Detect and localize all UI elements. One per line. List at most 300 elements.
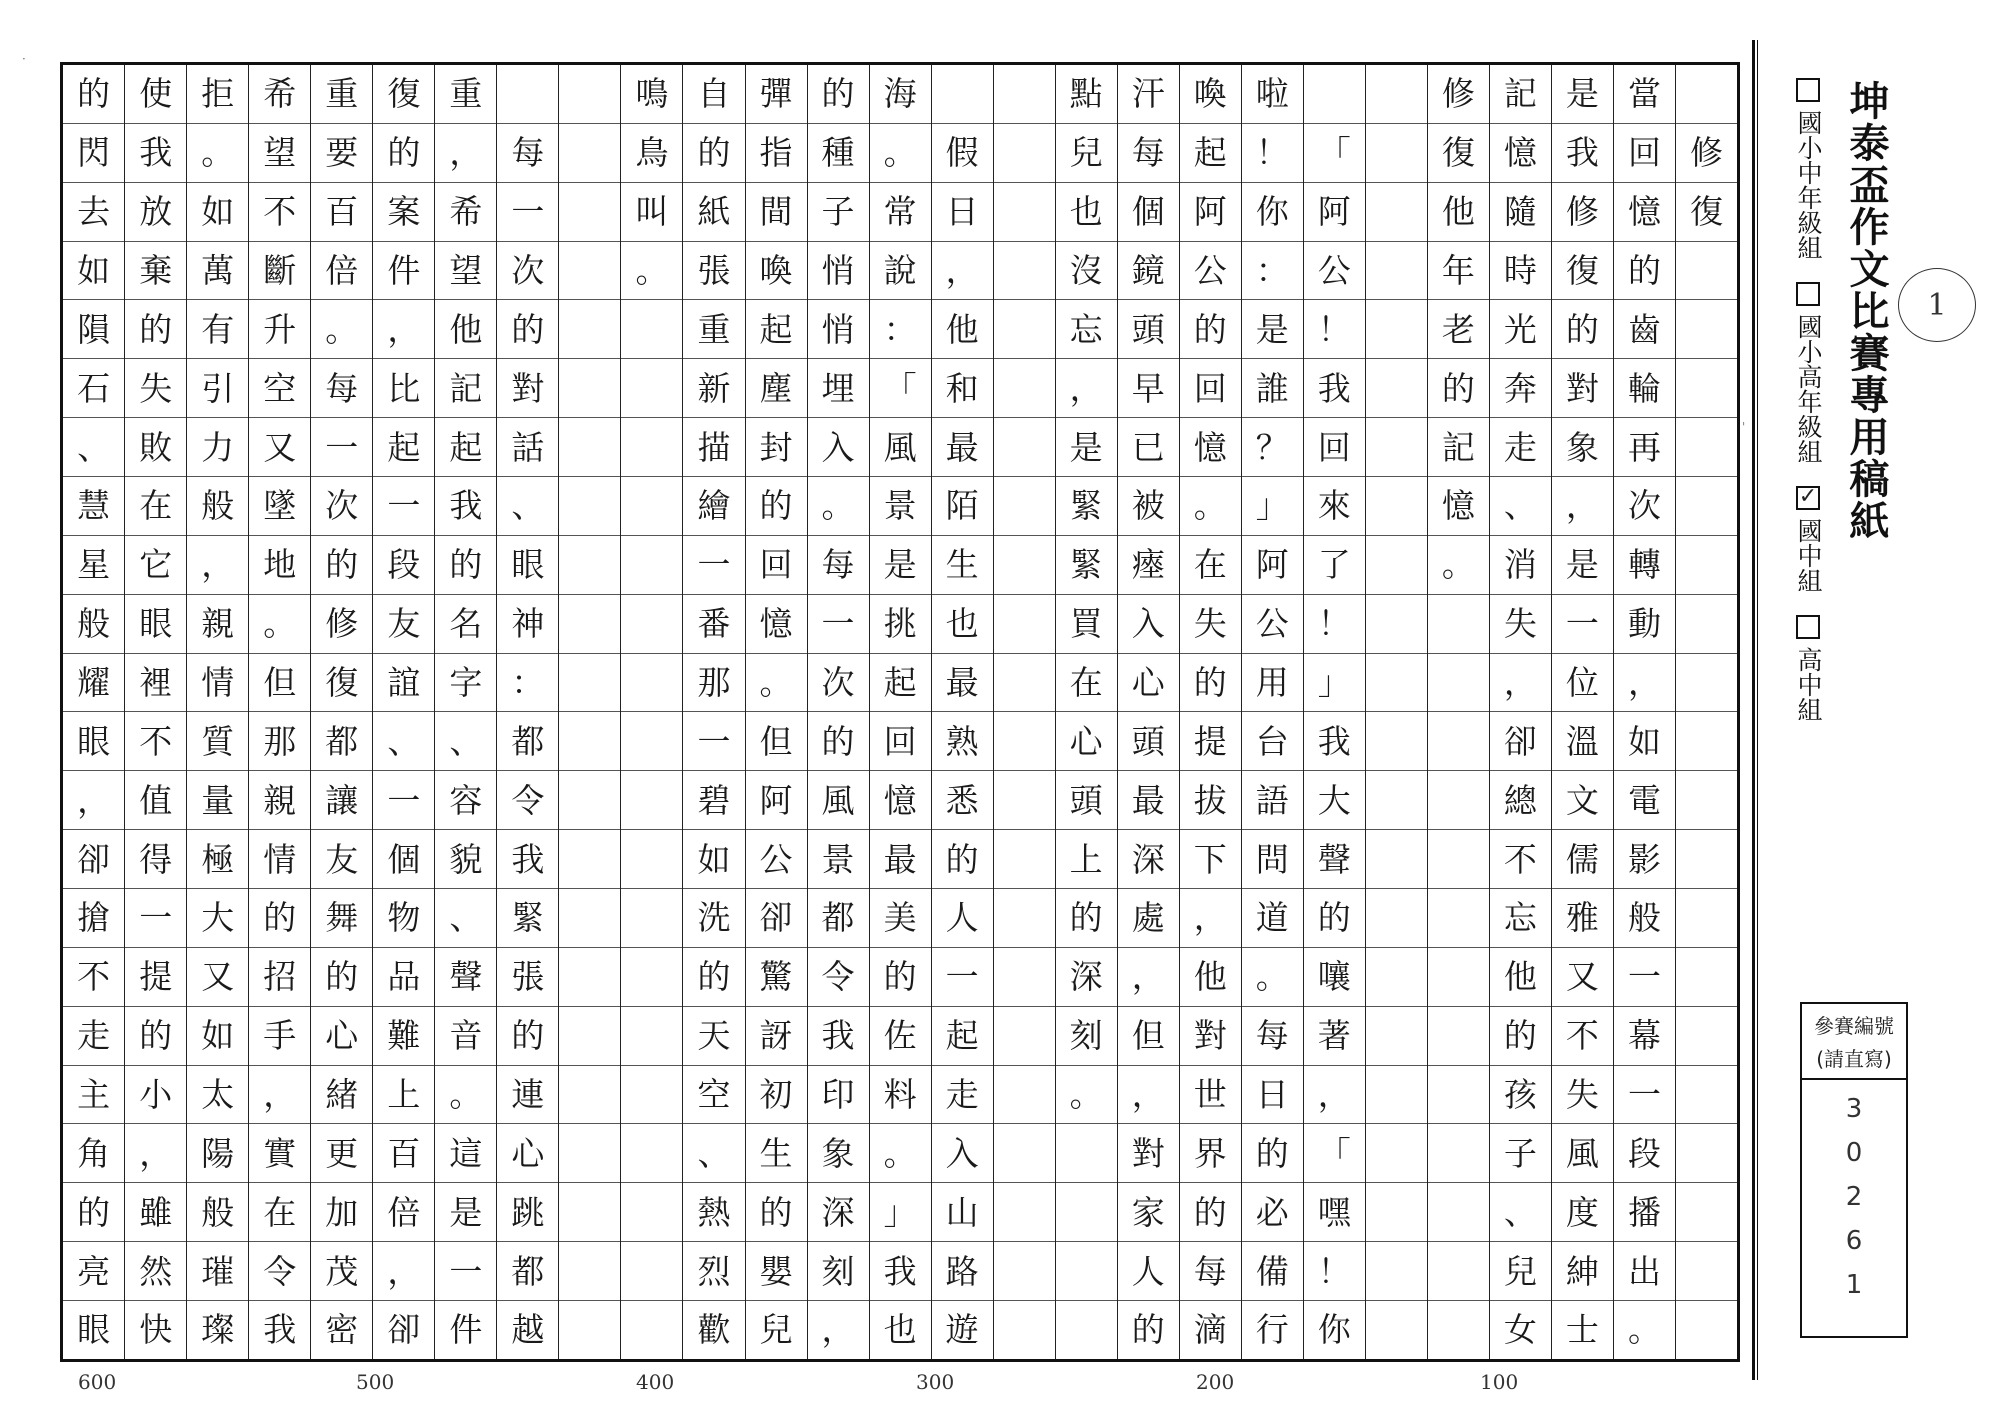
grid-cell: 他 <box>435 300 496 359</box>
grid-cell: 出 <box>1614 1242 1675 1301</box>
grid-cell: 常 <box>870 183 931 242</box>
grid-cell: 阿 <box>1242 536 1303 595</box>
grid-cell: 如 <box>187 1007 248 1066</box>
grid-cell: 彈 <box>746 65 807 124</box>
grid-cell: 在 <box>249 1183 310 1242</box>
grid-cell: 的 <box>1552 300 1613 359</box>
grid-cell <box>1366 300 1427 359</box>
scan-speck: ' <box>1742 420 1746 434</box>
grid-cell: 品 <box>373 948 434 1007</box>
grid-cell: 大 <box>187 889 248 948</box>
grid-cell: 質 <box>187 712 248 771</box>
grid-cell: 「 <box>1304 1124 1365 1183</box>
grid-column <box>1055 65 1117 1359</box>
grid-cell: 對 <box>1180 1007 1241 1066</box>
grid-cell: 喚 <box>746 242 807 301</box>
grid-cell: 深 <box>1118 830 1179 889</box>
grid-cell: 處 <box>1118 889 1179 948</box>
manuscript-grid <box>60 62 1740 1362</box>
grid-cell <box>932 65 993 124</box>
grid-cell: 般 <box>63 595 124 654</box>
grid-cell <box>1056 1124 1117 1183</box>
grid-number: 300 <box>916 1370 955 1394</box>
grid-cell: 的 <box>1180 654 1241 713</box>
grid-cell <box>621 654 682 713</box>
grid-cell <box>1428 889 1489 948</box>
grid-cell: 頭 <box>1056 771 1117 830</box>
grid-cell: ， <box>373 1242 434 1301</box>
grid-cell: 風 <box>870 418 931 477</box>
grid-cell: 象 <box>808 1124 869 1183</box>
grid-cell: 嘿 <box>1304 1183 1365 1242</box>
grid-cell: 對 <box>1118 1124 1179 1183</box>
grid-cell <box>559 536 620 595</box>
category-list <box>1790 78 1826 722</box>
grid-cell: 了 <box>1304 536 1365 595</box>
grid-cell <box>559 712 620 771</box>
grid-cell <box>621 830 682 889</box>
grid-column <box>1489 65 1551 1359</box>
grid-cell: 」 <box>870 1183 931 1242</box>
grid-cell: 用 <box>1242 654 1303 713</box>
grid-cell: 消 <box>1490 536 1551 595</box>
grid-cell <box>621 418 682 477</box>
grid-cell: 令 <box>808 948 869 1007</box>
grid-cell: 倍 <box>311 242 372 301</box>
grid-cell <box>559 124 620 183</box>
grid-cell: 。 <box>1180 477 1241 536</box>
grid-cell <box>1676 65 1737 124</box>
grid-cell: 喚 <box>1180 65 1241 124</box>
grid-cell: 慧 <box>63 477 124 536</box>
grid-cell: 說 <box>870 242 931 301</box>
grid-cell <box>1366 1242 1427 1301</box>
category-item[interactable] <box>1790 615 1826 722</box>
grid-cell: 「 <box>1304 124 1365 183</box>
grid-cell: 自 <box>683 65 744 124</box>
grid-cell: 道 <box>1242 889 1303 948</box>
grid-column <box>1241 65 1303 1359</box>
grid-cell <box>1366 1007 1427 1066</box>
grid-cell: 的 <box>311 536 372 595</box>
grid-cell <box>1428 1183 1489 1242</box>
grid-cell <box>1676 1183 1737 1242</box>
grid-cell <box>621 771 682 830</box>
grid-cell: 輪 <box>1614 359 1675 418</box>
grid-cell: 在 <box>1180 536 1241 595</box>
grid-cell: 家 <box>1118 1183 1179 1242</box>
grid-cell <box>621 595 682 654</box>
grid-cell: 每 <box>1118 124 1179 183</box>
grid-cell: 越 <box>511 1310 545 1350</box>
grid-cell: 要 <box>311 124 372 183</box>
grid-cell: 使 <box>125 65 186 124</box>
grid-cell <box>994 1124 1055 1183</box>
grid-column <box>1613 65 1675 1359</box>
grid-cell: 悄 <box>808 300 869 359</box>
grid-cell: ， <box>373 300 434 359</box>
grid-cell <box>1676 771 1737 830</box>
grid-cell: 佐 <box>870 1007 931 1066</box>
grid-cell: 。 <box>1627 1310 1661 1350</box>
grid-number: 600 <box>78 1370 117 1394</box>
grid-cell <box>1366 654 1427 713</box>
grid-cell: 我 <box>125 124 186 183</box>
grid-cell: 力 <box>187 418 248 477</box>
grid-cell: 情 <box>187 654 248 713</box>
grid-cell <box>1428 1301 1489 1359</box>
grid-cell: 角 <box>63 1124 124 1183</box>
grid-cell: 萬 <box>187 242 248 301</box>
grid-cell <box>994 1007 1055 1066</box>
grid-cell: 起 <box>932 1007 993 1066</box>
grid-cell: 一 <box>683 712 744 771</box>
grid-cell: 上 <box>1056 830 1117 889</box>
grid-cell: 。 <box>746 654 807 713</box>
grid-cell: 音 <box>435 1007 496 1066</box>
grid-cell: 。 <box>311 300 372 359</box>
grid-cell: 料 <box>870 1066 931 1125</box>
grid-cell: 假 <box>932 124 993 183</box>
grid-cell: 。 <box>1428 536 1489 595</box>
grid-cell: 也 <box>1056 183 1117 242</box>
grid-cell: 般 <box>1614 889 1675 948</box>
grid-column <box>1117 65 1179 1359</box>
grid-cell: 、 <box>683 1124 744 1183</box>
entry-digit: 1 <box>1845 1270 1863 1300</box>
grid-cell: 他 <box>1490 948 1551 1007</box>
grid-cell: 。 <box>187 124 248 183</box>
grid-cell: 忘 <box>1056 300 1117 359</box>
grid-cell: 的 <box>1242 1124 1303 1183</box>
grid-cell: 個 <box>1118 183 1179 242</box>
grid-column <box>372 65 434 1359</box>
grid-cell: 加 <box>311 1183 372 1242</box>
grid-cell: 記 <box>1428 418 1489 477</box>
grid-cell: 比 <box>373 359 434 418</box>
grid-cell: 張 <box>497 948 558 1007</box>
grid-cell: 的 <box>125 1007 186 1066</box>
grid-cell: ！ <box>1304 595 1365 654</box>
grid-cell: 塵 <box>746 359 807 418</box>
grid-cell <box>994 1066 1055 1125</box>
grid-cell: 神 <box>497 595 558 654</box>
grid-cell <box>1676 654 1737 713</box>
grid-cell: 斷 <box>249 242 310 301</box>
grid-cell: 陽 <box>187 1124 248 1183</box>
grid-cell: 連 <box>497 1066 558 1125</box>
grid-cell <box>559 1301 620 1359</box>
category-label: 國中組 <box>1794 518 1823 593</box>
grid-cell <box>621 300 682 359</box>
grid-cell: 一 <box>311 418 372 477</box>
grid-cell: 憶 <box>1490 124 1551 183</box>
grid-cell <box>1304 65 1365 124</box>
grid-cell: 裡 <box>125 654 186 713</box>
grid-cell: 是 <box>1552 65 1613 124</box>
grid-cell: 的 <box>1180 1183 1241 1242</box>
grid-cell: 快 <box>139 1310 173 1350</box>
grid-cell: ： <box>1242 242 1303 301</box>
grid-cell: 動 <box>1614 595 1675 654</box>
grid-cell: 太 <box>187 1066 248 1125</box>
grid-cell: 我 <box>497 830 558 889</box>
grid-cell <box>1428 948 1489 1007</box>
grid-cell <box>621 889 682 948</box>
grid-cell: 難 <box>373 1007 434 1066</box>
grid-cell: 主 <box>63 1066 124 1125</box>
grid-cell <box>994 536 1055 595</box>
grid-cell: 買 <box>1056 595 1117 654</box>
grid-cell: 空 <box>249 359 310 418</box>
grid-cell: 文 <box>1552 771 1613 830</box>
grid-cell: 。 <box>1056 1066 1117 1125</box>
category-checkbox[interactable] <box>1796 615 1820 639</box>
grid-cell <box>1366 183 1427 242</box>
grid-cell <box>1366 1124 1427 1183</box>
grid-cell: 問 <box>1242 830 1303 889</box>
grid-cell: 我 <box>1552 124 1613 183</box>
grid-cell <box>1366 771 1427 830</box>
grid-cell: 奔 <box>1490 359 1551 418</box>
grid-cell: ， <box>249 1066 310 1125</box>
grid-cell: 放 <box>125 183 186 242</box>
grid-cell: 般 <box>187 477 248 536</box>
scan-speck: · <box>22 52 26 66</box>
grid-column <box>931 65 993 1359</box>
grid-cell: 起 <box>373 418 434 477</box>
grid-cell: 必 <box>1242 1183 1303 1242</box>
grid-cell: 的 <box>1490 1007 1551 1066</box>
grid-cell: 、 <box>1490 477 1551 536</box>
category-checkbox-checked[interactable]: ✓ <box>1796 486 1820 510</box>
grid-cell: 的 <box>497 300 558 359</box>
grid-cell: 地 <box>249 536 310 595</box>
grid-column <box>1551 65 1613 1359</box>
grid-cell <box>994 1183 1055 1242</box>
grid-column <box>558 65 620 1359</box>
grid-cell: 又 <box>187 948 248 1007</box>
grid-cell: 刻 <box>808 1242 869 1301</box>
grid-cell <box>1366 712 1427 771</box>
grid-cell <box>1366 595 1427 654</box>
grid-cell: 早 <box>1118 359 1179 418</box>
grid-cell: 描 <box>683 418 744 477</box>
grid-cell: 心 <box>1056 712 1117 771</box>
grid-cell: 去 <box>63 183 124 242</box>
grid-cell: 的 <box>1056 889 1117 948</box>
grid-cell: 訝 <box>746 1007 807 1066</box>
grid-cell: 憶 <box>1428 477 1489 536</box>
grid-cell <box>994 300 1055 359</box>
grid-column <box>186 65 248 1359</box>
grid-cell: 我 <box>435 477 496 536</box>
grid-cell: 的 <box>808 65 869 124</box>
grid-cell: 名 <box>435 595 496 654</box>
grid-cell: 亮 <box>63 1242 124 1301</box>
grid-cell <box>1428 1007 1489 1066</box>
grid-cell: 嬰 <box>746 1242 807 1301</box>
grid-cell: 歡 <box>697 1310 731 1350</box>
grid-cell <box>1676 1066 1737 1125</box>
grid-cell <box>559 830 620 889</box>
grid-column <box>124 65 186 1359</box>
grid-cell: 石 <box>63 359 124 418</box>
grid-cell: 的 <box>746 1183 807 1242</box>
grid-cell: 頭 <box>1118 300 1179 359</box>
grid-cell: ， <box>821 1310 855 1350</box>
grid-cell: 誼 <box>373 654 434 713</box>
grid-cell: 緊 <box>1056 477 1117 536</box>
grid-cell: ， <box>1490 654 1551 713</box>
grid-cell <box>1676 1242 1737 1301</box>
grid-cell: 繪 <box>683 477 744 536</box>
grid-cell: 雅 <box>1552 889 1613 948</box>
grid-cell: 天 <box>683 1007 744 1066</box>
grid-cell: 友 <box>311 830 372 889</box>
grid-cell: 又 <box>1552 948 1613 1007</box>
grid-cell <box>1676 1301 1737 1359</box>
grid-cell <box>621 1066 682 1125</box>
grid-cell: 憶 <box>1614 183 1675 242</box>
grid-cell: 你 <box>1317 1310 1351 1350</box>
grid-cell: 希 <box>249 65 310 124</box>
grid-cell: 、 <box>435 889 496 948</box>
grid-column <box>63 65 124 1359</box>
grid-cell <box>1428 595 1489 654</box>
grid-cell <box>559 359 620 418</box>
grid-cell: 語 <box>1242 771 1303 830</box>
grid-cell <box>1366 889 1427 948</box>
grid-cell: 我 <box>870 1242 931 1301</box>
grid-cell <box>1366 1066 1427 1125</box>
grid-cell: 人 <box>1118 1242 1179 1301</box>
grid-cell: 山 <box>932 1183 993 1242</box>
grid-cell: 但 <box>1118 1007 1179 1066</box>
grid-column <box>310 65 372 1359</box>
grid-cell: 是 <box>1056 418 1117 477</box>
grid-cell: 備 <box>1242 1242 1303 1301</box>
grid-cell: 令 <box>497 771 558 830</box>
category-item[interactable] <box>1790 486 1826 593</box>
grid-cell: ， <box>1180 889 1241 948</box>
grid-cell: 的 <box>63 65 124 124</box>
grid-number: 400 <box>636 1370 675 1394</box>
grid-cell <box>621 1242 682 1301</box>
category-checkbox[interactable] <box>1796 282 1820 306</box>
grid-cell <box>994 771 1055 830</box>
grid-cell: 的 <box>497 1007 558 1066</box>
grid-cell: 拒 <box>187 65 248 124</box>
category-checkbox[interactable] <box>1796 78 1820 102</box>
grid-cell: 日 <box>932 183 993 242</box>
grid-cell: 復 <box>1676 183 1737 242</box>
grid-cell: 瘞 <box>1118 536 1179 595</box>
grid-cell: 新 <box>683 359 744 418</box>
grid-cell: 是 <box>1552 536 1613 595</box>
grid-cell: 次 <box>311 477 372 536</box>
grid-cell: 對 <box>497 359 558 418</box>
grid-cell: ： <box>497 654 558 713</box>
grid-cell: 隨 <box>1490 183 1551 242</box>
grid-cell: 洗 <box>683 889 744 948</box>
grid-cell: 那 <box>683 654 744 713</box>
grid-cell: 的 <box>1428 359 1489 418</box>
grid-cell: 你 <box>1242 183 1303 242</box>
grid-cell: 璨 <box>201 1310 235 1350</box>
grid-cell: 溫 <box>1552 712 1613 771</box>
grid-cell <box>1056 1301 1117 1359</box>
grid-cell: 熱 <box>683 1183 744 1242</box>
grid-cell: 風 <box>1552 1124 1613 1183</box>
grid-cell: 美 <box>870 889 931 948</box>
grid-cell: ： <box>870 300 931 359</box>
grid-cell: 每 <box>1180 1242 1241 1301</box>
grid-cell: 的 <box>435 536 496 595</box>
grid-cell: 眼 <box>77 1310 111 1350</box>
grid-cell: 當 <box>1614 65 1675 124</box>
grid-cell: 。 <box>249 595 310 654</box>
grid-cell: ！ <box>1304 1242 1365 1301</box>
category-item[interactable] <box>1790 282 1826 464</box>
grid-cell: 。 <box>1242 948 1303 1007</box>
grid-cell: 入 <box>808 418 869 477</box>
grid-cell: 、 <box>373 712 434 771</box>
grid-cell: 兒 <box>1490 1242 1551 1301</box>
grid-column <box>1675 65 1737 1359</box>
grid-cell: 鏡 <box>1118 242 1179 301</box>
grid-cell <box>1428 1242 1489 1301</box>
grid-cell: 次 <box>497 242 558 301</box>
grid-cell: 生 <box>932 536 993 595</box>
grid-cell: 隕 <box>63 300 124 359</box>
grid-cell: 倍 <box>373 1183 434 1242</box>
grid-cell: 間 <box>746 183 807 242</box>
grid-cell <box>559 183 620 242</box>
grid-cell: 不 <box>63 948 124 1007</box>
grid-cell <box>994 242 1055 301</box>
grid-cell <box>559 300 620 359</box>
grid-cell: 象 <box>1552 418 1613 477</box>
grid-cell <box>621 359 682 418</box>
handwritten-circle-mark: 1 <box>1898 268 1976 342</box>
grid-number: 200 <box>1196 1370 1235 1394</box>
grid-cell: 老 <box>1428 300 1489 359</box>
grid-cell <box>1676 418 1737 477</box>
category-item[interactable] <box>1790 78 1826 260</box>
grid-cell: 如 <box>1614 712 1675 771</box>
grid-cell: 眼 <box>125 595 186 654</box>
form-title: 坤泰盃作文比賽專用稿紙 <box>1843 80 1889 542</box>
grid-cell: 每 <box>1242 1007 1303 1066</box>
grid-cell: 風 <box>808 771 869 830</box>
grid-cell: 是 <box>870 536 931 595</box>
grid-column-numbers <box>0 1370 1760 1400</box>
grid-cell: 印 <box>808 1066 869 1125</box>
grid-cell: 望 <box>435 242 496 301</box>
grid-cell <box>621 536 682 595</box>
grid-cell: 憶 <box>1180 418 1241 477</box>
grid-cell <box>559 948 620 1007</box>
grid-cell <box>1676 477 1737 536</box>
grid-cell <box>1676 948 1737 1007</box>
grid-cell <box>559 418 620 477</box>
grid-cell: 上 <box>373 1066 434 1125</box>
grid-cell: 拔 <box>1180 771 1241 830</box>
grid-cell <box>994 595 1055 654</box>
grid-cell: 。 <box>870 1124 931 1183</box>
grid-cell: 提 <box>1180 712 1241 771</box>
